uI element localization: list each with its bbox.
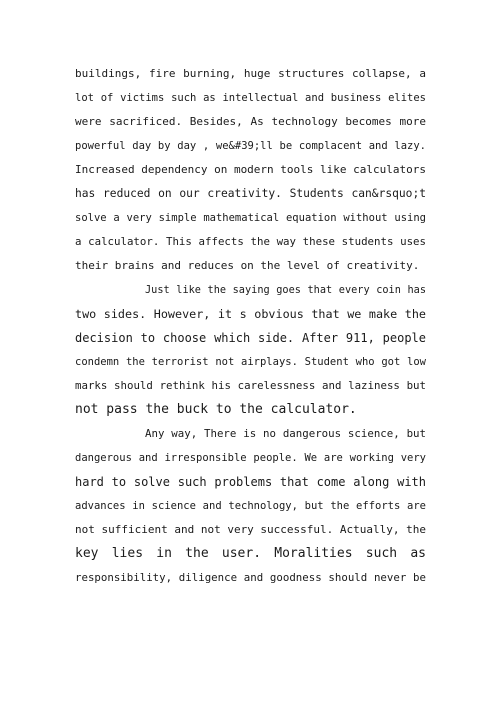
text-line: lot of victims such as intellectual and business elites	[75, 92, 426, 104]
text-line: has reduced on our creativity. Students can&rsquo;t	[75, 187, 426, 200]
text-line: decision to choose which side. After 911, people	[75, 331, 426, 345]
text-line: powerful day by day , we&#39;ll be complacent and lazy.	[75, 140, 426, 152]
text-line: responsibility, diligence and goodness should never be	[75, 571, 426, 584]
paragraph-3	[75, 422, 426, 590]
text-line: Just like the saying goes that every coin has	[145, 284, 426, 296]
text-line: condemn the terrorist not airplays. Student who got low	[75, 356, 426, 368]
text-line: buildings, fire burning, huge structures collapse, a	[75, 67, 426, 80]
text-line: a calculator. This affects the way these students uses	[75, 235, 426, 248]
text-line: not sufficient and not very successful. Actually, the	[75, 523, 426, 536]
text-line: hard to solve such problems that come along with	[75, 475, 426, 489]
text-line: not pass the buck to the calculator.	[75, 402, 357, 417]
text-line: key lies in the user. Moralities such as	[75, 546, 426, 561]
text-line: Any way, There is no dangerous science, but	[145, 427, 426, 440]
paragraph-2	[75, 278, 426, 422]
text-line: solve a very simple mathematical equation without using	[75, 212, 426, 224]
text-line: advances in science and technology, but the efforts are	[75, 500, 426, 512]
paragraph-1	[75, 62, 426, 278]
document-page	[75, 62, 426, 590]
text-line: their brains and reduces on the level of creativity.	[75, 259, 420, 272]
text-line: dangerous and irresponsible people. We are working very	[75, 452, 426, 464]
text-line: marks should rethink his carelessness and laziness but	[75, 379, 426, 392]
text-line: were sacrificed. Besides, As technology becomes more	[75, 115, 426, 128]
text-line: two sides. However, it s obvious that we make the	[75, 307, 426, 321]
text-line: Increased dependency on modern tools like calculators	[75, 163, 426, 176]
